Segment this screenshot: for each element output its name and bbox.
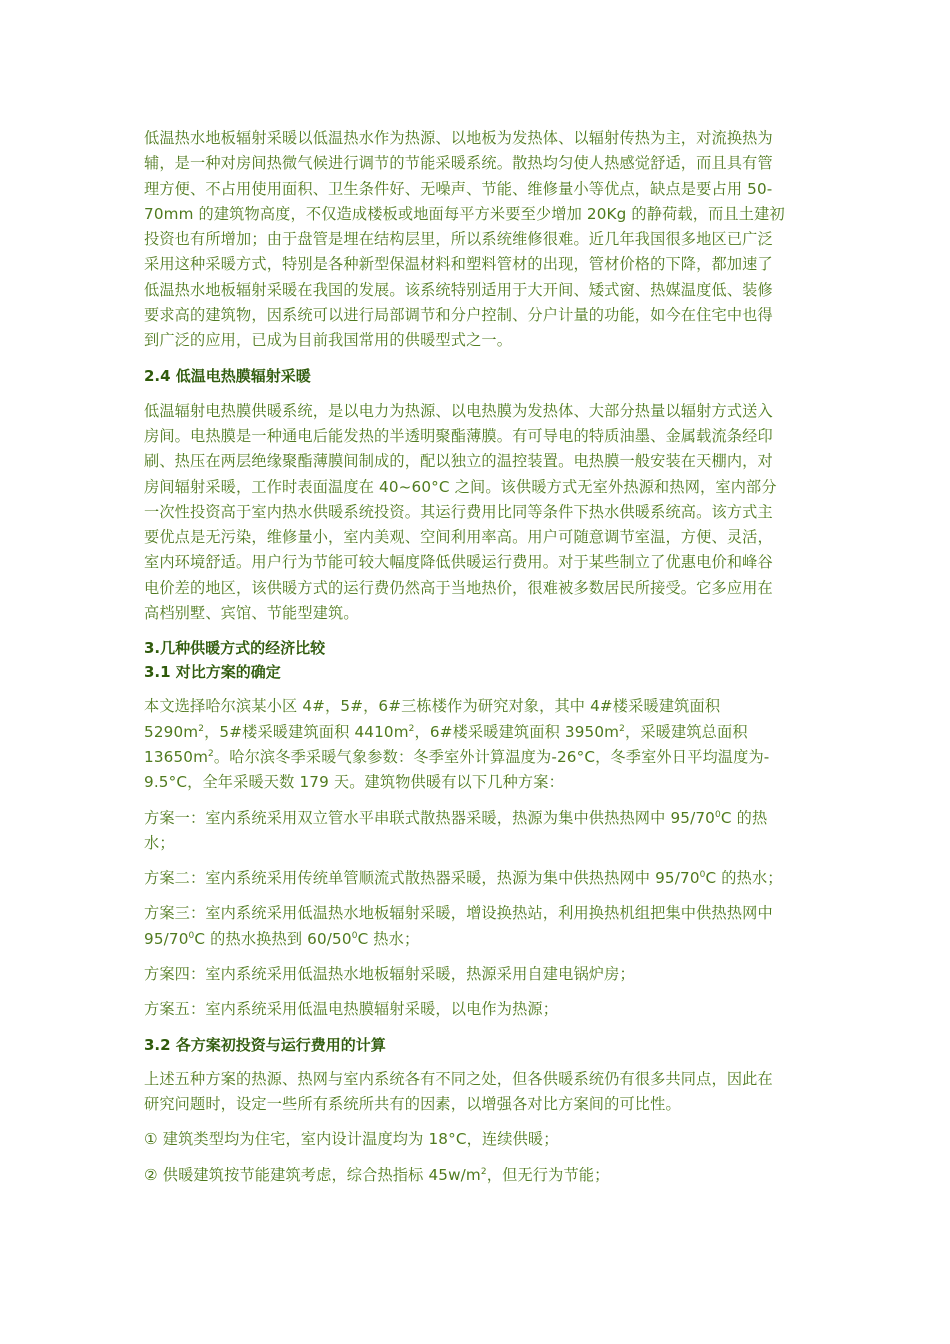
- text-line: 辅，是一种对房间热微气候进行调节的节能采暖系统。散热均匀使人热感觉舒适，而且具有管: [144, 154, 773, 173]
- text-line: 水；: [144, 833, 175, 852]
- text-line: 到广泛的应用，已成为目前我国常用的供暖型式之一。: [144, 331, 513, 350]
- text-line: 电价差的地区，该供暖方式的运行费仍然高于当地热价，很难被多数居民所接受。它多应用在: [144, 578, 773, 597]
- text-line: 方案三：室内系统采用低温热水地板辐射采暖，增设换热站，利用换热机组把集中供热热网中: [144, 904, 773, 923]
- text-line: 9.5°C，全年采暖天数 179 天。建筑物供暖有以下几种方案：: [144, 773, 564, 792]
- section-heading-3: 3.几种供暖方式的经济比较: [144, 639, 326, 658]
- text-line: 70mm 的建筑物高度，不仅造成楼板或地面每平方米要至少增加 20Kg 的静荷载，而且土建初: [144, 204, 785, 223]
- text-line: 理方便、不占用使用面积、卫生条件好、无噪声、节能、维修量小等优点，缺点是要占用 50-: [144, 179, 773, 198]
- text-line: 低温辐射电热膜供暖系统，是以电力为热源、以电热膜为发热体、大部分热量以辐射方式送入: [144, 401, 773, 420]
- text-line: 室内环境舒适。用户行为节能可较大幅度降低供暖运行费用。对于某些制立了优惠电价和峰谷: [144, 553, 773, 572]
- text-line: 方案二：室内系统采用传统单管顺流式散热器采暖，热源为集中供热热网中 $95/70^0C$ 的热水；: [144, 869, 783, 888]
- paragraph-common-assumptions: [144, 1067, 834, 1118]
- paragraph-electric-film-heating: [144, 399, 834, 627]
- text-line: 要求高的建筑物，因系统可以进行局部调节和分户控制、分户计量的功能，如今在住宅中也得: [144, 306, 773, 325]
- scheme-4: 方案四：室内系统采用低温热水地板辐射采暖，热源采用自建电锅炉房；: [144, 965, 635, 984]
- text-line: $5290m^2$，5#楼采暖建筑面积 $4410m^2$，6#楼采暖建筑面积 $3950m^2$，采暖建筑总面积: [144, 722, 748, 741]
- section-heading-2-4: 2.4 低温电热膜辐射采暖: [144, 366, 311, 385]
- scheme-3: [144, 901, 834, 952]
- paragraph-study-object: [144, 694, 834, 795]
- text-line: 采用这种采暖方式，特别是各种新型保温材料和塑料管材的出现，管材价格的下降，都加速了: [144, 255, 773, 274]
- text-line: 高档别墅、宾馆、节能型建筑。: [144, 604, 359, 623]
- text-line: 低温热水地板辐射采暖在我国的发展。该系统特别适用于大开间、矮式窗、热媒温度低、装修: [144, 280, 773, 299]
- scheme-5: 方案五：室内系统采用低温电热膜辐射采暖，以电作为热源；: [144, 1000, 559, 1019]
- text-line: 一次性投资高于室内热水供暖系统投资。其运行费用比同等条件下热水供暖系统高。该方式主: [144, 502, 773, 521]
- text-line: 本文选择哈尔滨某小区 4#，5#，6#三栋楼作为研究对象，其中 4#楼采暖建筑面积: [144, 697, 721, 716]
- text-line: 低温热水地板辐射采暖以低温热水作为热源、以地板为发热体、以辐射传热为主，对流换热为: [144, 129, 773, 147]
- text-line: 投资也有所增加；由于盘管是埋在结构层里，所以系统维修很难。近几年我国很多地区已广泛: [144, 230, 773, 249]
- scheme-2: [144, 866, 834, 891]
- text-line: 刷、热压在两层绝缘聚酯薄膜间制成的，配以独立的温控装置。电热膜一般安装在天棚内，对: [144, 452, 773, 471]
- list-item-1: ① 建筑类型均为住宅，室内设计温度均为 18°C，连续供暖；: [144, 1130, 559, 1149]
- section-heading-3-2: 3.2 各方案初投资与运行费用的计算: [144, 1035, 386, 1054]
- text-line: 上述五种方案的热源、热网与室内系统各有不同之处，但各供暖系统仍有很多共同点，因此在: [144, 1069, 773, 1088]
- text-line: 方案一：室内系统采用双立管水平串联式散热器采暖，热源为集中供热热网中 $95/70^0C$ 的热: [144, 808, 768, 827]
- text-line: $13650m^2$。哈尔滨冬季采暖气象参数：冬季室外计算温度为-26°C，冬季室外日平均温度为-: [144, 747, 770, 766]
- section-heading-3-1: 3.1 对比方案的确定: [144, 663, 281, 682]
- scheme-1: [144, 806, 834, 857]
- text-line: 房间。电热膜是一种通电后能发热的半透明聚酯薄膜。有可导电的特质油墨、金属载流条经印: [144, 426, 773, 445]
- text-line: 房间辐射采暖，工作时表面温度在 40~60°C 之间。该供暖方式无室外热源和热网，室内部分: [144, 477, 777, 496]
- text-line: $95/70^0C$ 的热水换热到 $60/50^0C$ 热水；: [144, 929, 420, 948]
- text-line: 研究问题时，设定一些所有系统所共有的因素，以增强各对比方案间的可比性。: [144, 1094, 681, 1113]
- text-line: 要优点是无污染，维修量小，室内美观、空间利用率高。用户可随意调节室温，方便、灵活，: [144, 528, 773, 547]
- list-item-2: ② 供暖建筑按节能建筑考虑，综合热指标 $45w/m^2$，但无行为节能；: [144, 1165, 610, 1184]
- paragraph-floor-radiant-heating: [144, 126, 834, 354]
- document-page: [144, 126, 834, 1188]
